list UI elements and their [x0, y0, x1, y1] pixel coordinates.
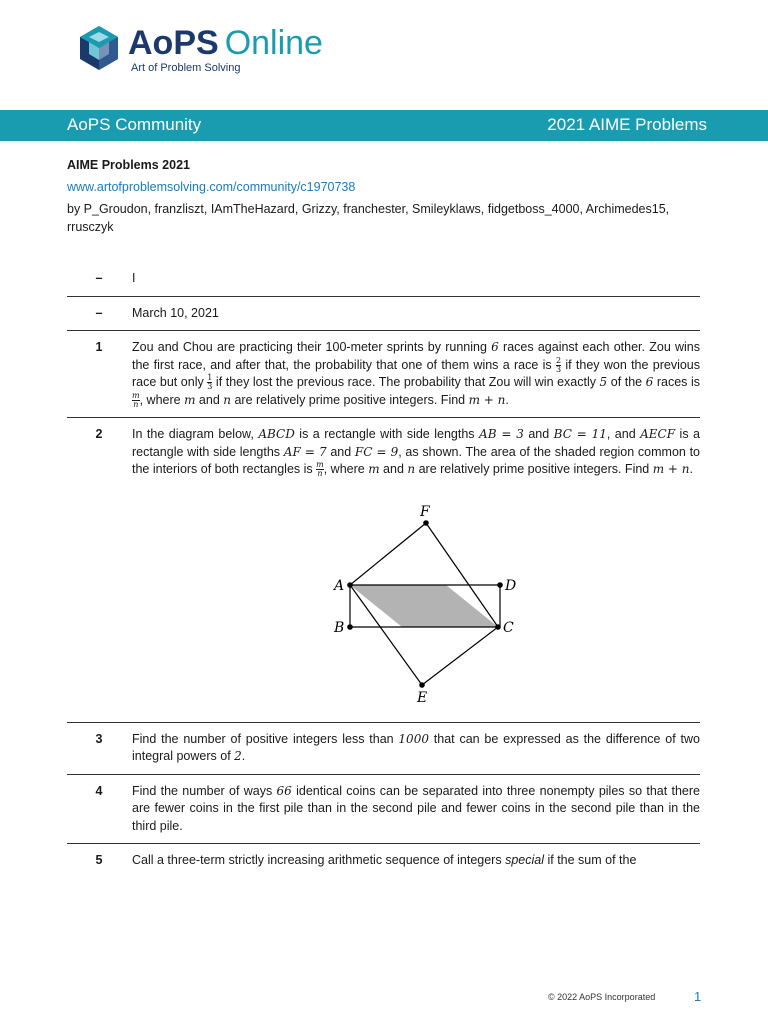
- problem-number: 3: [95, 731, 103, 746]
- rectangles-diagram: [316, 503, 516, 708]
- label-B: B: [334, 619, 345, 636]
- table-row: [67, 331, 700, 418]
- label-C: C: [503, 619, 514, 636]
- problem-text: Find the number of positive integers less than 1000 that can be expressed as the difference of two integral powers of 2.: [132, 731, 700, 763]
- table-row: [67, 296, 700, 331]
- table-row: [67, 722, 700, 774]
- label-A: A: [334, 577, 345, 594]
- community-link[interactable]: www.artofproblemsolving.com/community/c1970738: [67, 180, 356, 194]
- row-marker: –: [95, 305, 103, 320]
- problem-text: Call a three-term strictly increasing arithmetic sequence of integers special if the sum of the: [132, 853, 637, 867]
- row-marker: –: [95, 271, 103, 285]
- footer-copyright: © 2022 AoPS Incorporated: [548, 992, 656, 1002]
- problems-table: [67, 262, 700, 878]
- problem-number: 1: [95, 340, 103, 354]
- table-row: [67, 774, 700, 844]
- aops-cube-icon: [78, 24, 120, 72]
- document-title: AIME Problems 2021: [67, 158, 190, 172]
- header-banner: [0, 110, 768, 141]
- problem-text: In the diagram below, ABCD is a rectangle with side lengths AB = 3 and BC = 11, and AECF is a rectangle with side lengths AF = 7 and FC = 9, as shown. The area of the shaded region common to the interiors of both rectangles is $\frac{m}{n}$ , where m and n are relatively prime positive integers. Find m + n. F A D B C E: [132, 427, 700, 706]
- logo-wordmark: AoPS Online: [128, 24, 323, 62]
- table-row: [67, 262, 700, 296]
- problem-number: 5: [95, 853, 103, 867]
- problem-number: 2: [95, 427, 103, 441]
- section-label: I: [132, 271, 136, 285]
- problem-number: 4: [95, 783, 103, 798]
- label-E: E: [417, 689, 428, 706]
- problem-text: Zou and Chou are practicing their 100-meter sprints by running 6 races against each other. Zou wins the first race, and after that, the probability that one of them wins a race is $\frac{2}{3}$ if they won the previous race but only $\frac{1}{3}$ if they lost the previous race. The probability that Zou will win exactly 5 of the 6 races is $\frac{m}{n}$ , where m and n are relatively prime positive integers. Find m + n.: [132, 340, 701, 409]
- contest-date: March 10, 2021: [132, 305, 219, 320]
- shaded-parallelogram: [350, 585, 498, 627]
- aops-logo[interactable]: [78, 24, 323, 74]
- page-number: 1: [694, 989, 702, 1004]
- label-F: F: [420, 503, 430, 520]
- problem-text: Find the number of ways 66 identical coins can be separated into three nonempty piles so that there are fewer coins in the first pile than in the second pile and fewer coins in the second pile than in the third pile.: [132, 783, 700, 833]
- authors-line: by P_Groudon, franzliszt, IAmTheHazard, Grizzy, franchester, Smileyklaws, fidgetboss_4000, Archimedes15, rrusczyk: [67, 202, 670, 234]
- table-row: [67, 844, 700, 878]
- logo-tagline: Art of Problem Solving: [131, 62, 241, 74]
- document-header: [67, 156, 707, 236]
- banner-contest: 2021 AIME Problems: [547, 115, 707, 134]
- table-row: [67, 418, 700, 723]
- banner-community: AoPS Community: [67, 115, 202, 134]
- label-D: D: [505, 577, 516, 594]
